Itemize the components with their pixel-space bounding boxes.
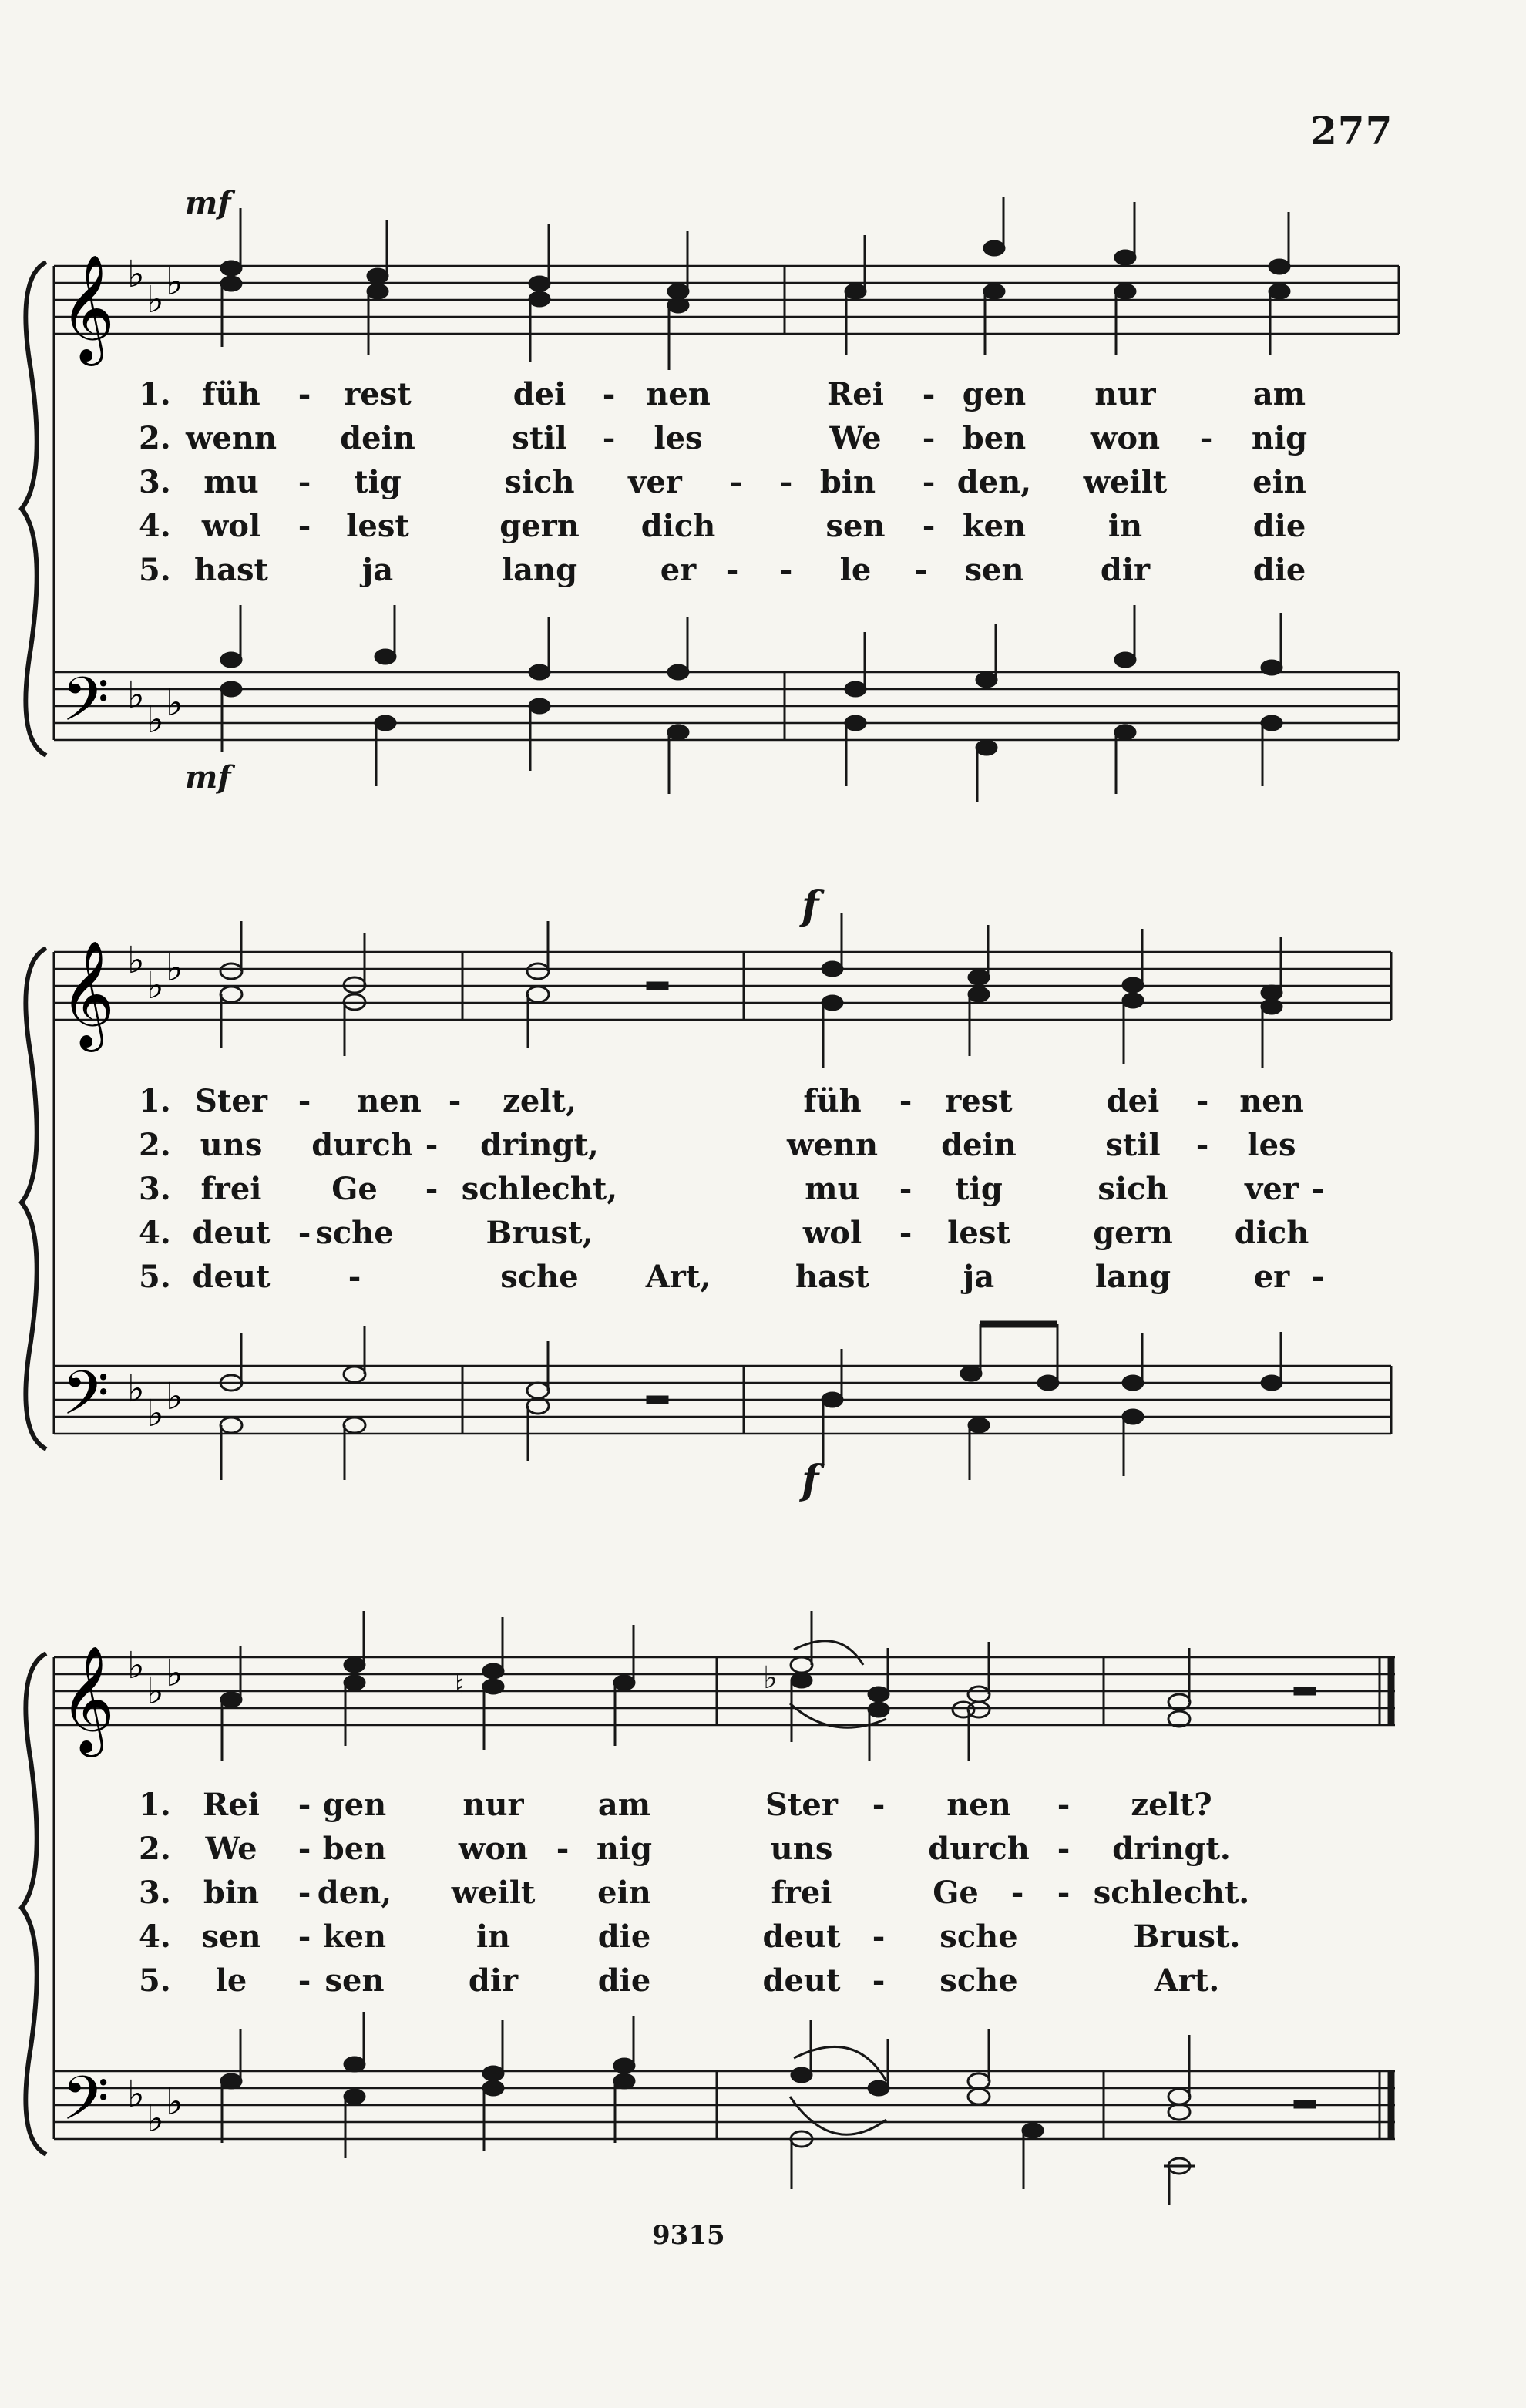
lyric-syllable: gern (1093, 1215, 1173, 1251)
lyric-syllable: durch (311, 1127, 413, 1163)
lyric-syllable: den, (317, 1875, 392, 1911)
treble-notes (221, 1611, 1315, 1761)
lyric-syllable: füh (202, 376, 260, 412)
lyric-syllable: ken (962, 508, 1027, 544)
lyric-syllable: Ster (195, 1083, 267, 1119)
syllable-hyphen: - (1195, 1127, 1209, 1163)
lyric-line-verse-3 (0, 1875, 1526, 1918)
lyric-syllable: wol (201, 508, 261, 544)
lyric-syllable: füh (803, 1083, 862, 1119)
lyric-syllable: sen (825, 508, 886, 544)
lyric-line-verse-1 (0, 1083, 1526, 1126)
lyric-line-verse-4 (0, 508, 1526, 551)
lyric-syllable: nen (646, 376, 711, 412)
lyric-syllable: dei (513, 376, 566, 412)
syllable-hyphen: - (297, 1787, 311, 1823)
syllable-hyphen: - (1057, 1831, 1071, 1867)
lyric-syllable: rest (945, 1083, 1013, 1119)
lyric-syllable: dein (941, 1127, 1017, 1163)
verse-number: 4. (139, 508, 171, 544)
lyric-syllable: bin (203, 1875, 260, 1911)
lyric-syllable: lang (1094, 1259, 1171, 1295)
lyric-syllable: Art. (1154, 1962, 1220, 1999)
syllable-hyphen: - (297, 508, 311, 544)
lyric-syllable: bin (819, 464, 876, 500)
lyric-syllable: die (1252, 552, 1306, 588)
lyric-syllable: Ge (933, 1875, 979, 1911)
syllable-hyphen: - (914, 552, 928, 588)
syllable-hyphen: - (899, 1215, 913, 1251)
lyric-syllable: frei (200, 1171, 262, 1207)
bass-staff (54, 1366, 1391, 1434)
svg-text:♭: ♭ (146, 1392, 164, 1435)
lyric-syllable: nen (946, 1787, 1011, 1823)
lyric-syllable: wenn (185, 420, 277, 456)
lyric-syllable: lest (947, 1215, 1010, 1251)
svg-text:♭: ♭ (146, 1670, 164, 1713)
bass-notes (221, 2012, 1315, 2205)
syllable-hyphen: - (297, 1962, 311, 1999)
lyric-syllable: gern (499, 508, 580, 544)
lyric-syllable: schlecht, (461, 1171, 618, 1207)
syllable-hyphen: - (729, 464, 743, 500)
syllable-hyphen: - (297, 1083, 311, 1119)
svg-text:♭: ♭ (127, 253, 145, 296)
svg-text:♭: ♭ (166, 261, 183, 304)
svg-text:♭: ♭ (127, 1644, 145, 1687)
lyric-syllable: deut (762, 1962, 841, 1999)
svg-text:♭: ♭ (146, 698, 164, 742)
lyric-syllable: les (1247, 1127, 1296, 1163)
lyric-syllable: deut (762, 1919, 841, 1955)
lyric-line-verse-2 (0, 1127, 1526, 1170)
lyric-syllable: Art, (645, 1259, 711, 1295)
svg-text:♭: ♭ (127, 674, 145, 717)
lyric-syllable: dei (1106, 1083, 1160, 1119)
lyric-syllable: ben (962, 420, 1027, 456)
syllable-hyphen: - (448, 1083, 462, 1119)
lyric-syllable: dir (1100, 552, 1151, 588)
verse-number: 2. (139, 1127, 171, 1163)
bass-staff (54, 672, 1399, 740)
lyric-syllable: Brust. (1133, 1919, 1241, 1955)
svg-text:♭: ♭ (127, 1367, 145, 1411)
lyric-syllable: mu (203, 464, 259, 500)
lyric-syllable: dich (1234, 1215, 1309, 1251)
lyric-syllable: deut (192, 1259, 271, 1295)
lyric-line-verse-2 (0, 1831, 1526, 1874)
verse-number: 1. (139, 1787, 171, 1823)
lyric-syllable: ben (322, 1831, 387, 1867)
lyric-syllable: mu (805, 1171, 860, 1207)
dynamic-marking: mf (185, 759, 231, 795)
lyric-syllable: won (458, 1831, 529, 1867)
syllable-hyphen: - (779, 552, 793, 588)
lyric-syllable: stil (1105, 1127, 1161, 1163)
lyric-syllable: sche (939, 1919, 1018, 1955)
syllable-hyphen: - (922, 464, 936, 500)
verse-number: 1. (139, 376, 171, 412)
verse-number: 3. (139, 464, 171, 500)
lyric-syllable: durch (928, 1831, 1030, 1867)
lyric-syllable: Rei (203, 1787, 260, 1823)
lyric-line-verse-1 (0, 1787, 1526, 1830)
lyric-line-verse-5 (0, 1259, 1526, 1302)
lyric-syllable: tig (354, 464, 402, 500)
lyric-syllable: sen (964, 552, 1024, 588)
lyric-syllable: ja (963, 1259, 995, 1295)
lyric-syllable: ein (597, 1875, 651, 1911)
lyric-syllable: weilt (1083, 464, 1168, 500)
syllable-hyphen: - (922, 508, 936, 544)
syllable-hyphen: - (872, 1919, 886, 1955)
lyric-syllable: frei (771, 1875, 832, 1911)
lyric-syllable: sich (504, 464, 575, 500)
lyric-syllable: dir (468, 1962, 519, 1999)
syllable-hyphen: - (1057, 1787, 1071, 1823)
syllable-hyphen: - (872, 1787, 886, 1823)
syllable-hyphen: - (297, 376, 311, 412)
lyric-syllable: am (1252, 376, 1306, 412)
bass-clef-icon: 𝄢 (62, 664, 109, 750)
lyric-syllable: ver (1245, 1171, 1299, 1207)
verse-number: 2. (139, 420, 171, 456)
syllable-hyphen: - (602, 420, 616, 456)
lyric-syllable: die (597, 1919, 651, 1955)
lyric-line-verse-5 (0, 552, 1526, 595)
lyric-line-verse-2 (0, 420, 1526, 463)
syllable-hyphen: - (725, 552, 739, 588)
treble-staff (54, 266, 1399, 334)
verse-number: 5. (139, 1962, 171, 1999)
verse-number: 1. (139, 1083, 171, 1119)
bass-notes (220, 1324, 1282, 1480)
syllable-hyphen: - (602, 376, 616, 412)
syllable-hyphen: - (872, 1962, 886, 1999)
syllable-hyphen: - (779, 464, 793, 500)
syllable-hyphen: - (425, 1171, 439, 1207)
lyric-line-verse-4 (0, 1919, 1526, 1962)
lyric-line-verse-1 (0, 376, 1526, 419)
syllable-hyphen: - (297, 1831, 311, 1867)
lyric-syllable: ja (361, 552, 394, 588)
syllable-hyphen: - (922, 420, 936, 456)
svg-text:♭: ♭ (166, 1652, 183, 1695)
lyric-syllable: nig (596, 1831, 653, 1867)
lyric-syllable: won (1090, 420, 1161, 456)
svg-text:♭: ♭ (146, 278, 164, 321)
lyric-syllable: nig (1251, 420, 1308, 456)
syllable-hyphen: - (297, 1875, 311, 1911)
lyric-syllable: nen (357, 1083, 422, 1119)
lyric-syllable: Ge (331, 1171, 378, 1207)
lyric-syllable: den, (956, 464, 1032, 500)
lyric-syllable: uns (770, 1831, 833, 1867)
svg-text:♭: ♭ (127, 939, 145, 982)
lyric-line-verse-3 (0, 464, 1526, 507)
verse-number: 2. (139, 1831, 171, 1867)
lyric-syllable: stil (512, 420, 567, 456)
verse-number: 5. (139, 1259, 171, 1295)
lyric-syllable: sche (315, 1215, 394, 1251)
lyric-syllable: le (839, 552, 872, 588)
verse-number: 4. (139, 1215, 171, 1251)
syllable-hyphen: - (922, 376, 936, 412)
svg-text:♮: ♮ (455, 1670, 465, 1701)
lyric-syllable: lest (346, 508, 409, 544)
svg-text:♭: ♭ (166, 1375, 183, 1418)
treble-clef-icon: 𝄞 (60, 940, 115, 1048)
dynamic-marking: mf (185, 185, 231, 221)
lyric-syllable: in (476, 1919, 511, 1955)
treble-notes (220, 913, 1282, 1068)
lyric-syllable: in (1108, 508, 1143, 544)
syllable-hyphen: - (297, 464, 311, 500)
lyric-syllable: nur (462, 1787, 524, 1823)
lyric-syllable: sen (324, 1962, 385, 1999)
svg-text:♭: ♭ (146, 2097, 164, 2141)
syllable-hyphen: - (348, 1259, 361, 1295)
syllable-hyphen: - (1057, 1875, 1071, 1911)
lyric-syllable: gen (322, 1787, 387, 1823)
page-number: 277 (1310, 108, 1393, 153)
lyric-syllable: We (205, 1831, 257, 1867)
lyric-syllable: sche (500, 1259, 579, 1295)
lyric-line-verse-5 (0, 1962, 1526, 2006)
syllable-hyphen: - (1311, 1171, 1325, 1207)
lyric-syllable: sen (201, 1919, 261, 1955)
lyric-syllable: nur (1094, 376, 1156, 412)
svg-text:♭: ♭ (166, 2080, 183, 2124)
lyric-syllable: weilt (451, 1875, 536, 1911)
lyric-syllable: Brust, (486, 1215, 593, 1251)
lyric-syllable: Ster (765, 1787, 838, 1823)
lyric-syllable: zelt? (1131, 1787, 1212, 1823)
lyric-syllable: hast (194, 552, 268, 588)
plate-number: 9315 (652, 2220, 725, 2251)
lyric-syllable: die (1252, 508, 1306, 544)
treble-clef-icon: 𝄞 (60, 254, 115, 362)
lyric-syllable: les (654, 420, 703, 456)
lyric-syllable: die (597, 1962, 651, 1999)
dynamic-marking: f (802, 1457, 819, 1504)
verse-number: 4. (139, 1919, 171, 1955)
lyric-syllable: ein (1252, 464, 1306, 500)
lyric-syllable: wol (802, 1215, 862, 1251)
syllable-hyphen: - (425, 1127, 439, 1163)
lyric-syllable: tig (955, 1171, 1003, 1207)
lyric-syllable: dich (640, 508, 716, 544)
svg-text:♭: ♭ (146, 964, 164, 1007)
lyric-syllable: dringt, (480, 1127, 599, 1163)
treble-staff (54, 952, 1391, 1020)
syllable-hyphen: - (1311, 1259, 1325, 1295)
lyric-syllable: er (660, 552, 697, 588)
lyric-syllable: ken (322, 1919, 387, 1955)
bass-clef-icon: 𝄢 (62, 2063, 109, 2149)
treble-staff (54, 1657, 1395, 1725)
lyric-syllable: ver (628, 464, 682, 500)
syllable-hyphen: - (1199, 420, 1213, 456)
lyric-syllable: uns (200, 1127, 263, 1163)
lyric-syllable: nen (1239, 1083, 1304, 1119)
svg-text:♭: ♭ (763, 1660, 778, 1696)
lyric-syllable: hast (795, 1259, 869, 1295)
lyric-syllable: le (215, 1962, 247, 1999)
lyric-syllable: deut (192, 1215, 271, 1251)
syllable-hyphen: - (297, 1215, 311, 1251)
lyric-syllable: am (597, 1787, 651, 1823)
syllable-hyphen: - (1195, 1083, 1209, 1119)
verse-number: 3. (139, 1875, 171, 1911)
lyric-syllable: Rei (827, 376, 884, 412)
lyric-syllable: sche (939, 1962, 1018, 1999)
svg-text:♭: ♭ (127, 2073, 145, 2116)
syllable-hyphen: - (556, 1831, 570, 1867)
lyric-syllable: dein (340, 420, 415, 456)
bass-staff (54, 2071, 1395, 2139)
svg-text:♭: ♭ (166, 681, 183, 725)
lyric-syllable: wenn (786, 1127, 879, 1163)
verse-number: 3. (139, 1171, 171, 1207)
lyric-syllable: sich (1097, 1171, 1168, 1207)
bass-clef-icon: 𝄢 (62, 1357, 109, 1444)
lyric-syllable: We (829, 420, 882, 456)
syllable-hyphen: - (1010, 1875, 1024, 1911)
lyric-syllable: gen (962, 376, 1027, 412)
bass-notes (221, 605, 1282, 802)
lyric-syllable: lang (501, 552, 578, 588)
verse-number: 5. (139, 552, 171, 588)
lyric-syllable: dringt. (1112, 1831, 1231, 1867)
treble-clef-icon: 𝄞 (60, 1646, 115, 1753)
syllable-hyphen: - (899, 1083, 913, 1119)
lyric-syllable: er (1253, 1259, 1290, 1295)
svg-text:♭: ♭ (166, 947, 183, 990)
syllable-hyphen: - (899, 1171, 913, 1207)
lyric-line-verse-4 (0, 1215, 1526, 1258)
lyric-line-verse-3 (0, 1171, 1526, 1214)
lyric-syllable: zelt, (503, 1083, 576, 1119)
dynamic-marking: f (802, 883, 819, 930)
lyric-syllable: rest (344, 376, 412, 412)
syllable-hyphen: - (297, 1919, 311, 1955)
lyric-syllable: schlecht. (1093, 1875, 1250, 1911)
